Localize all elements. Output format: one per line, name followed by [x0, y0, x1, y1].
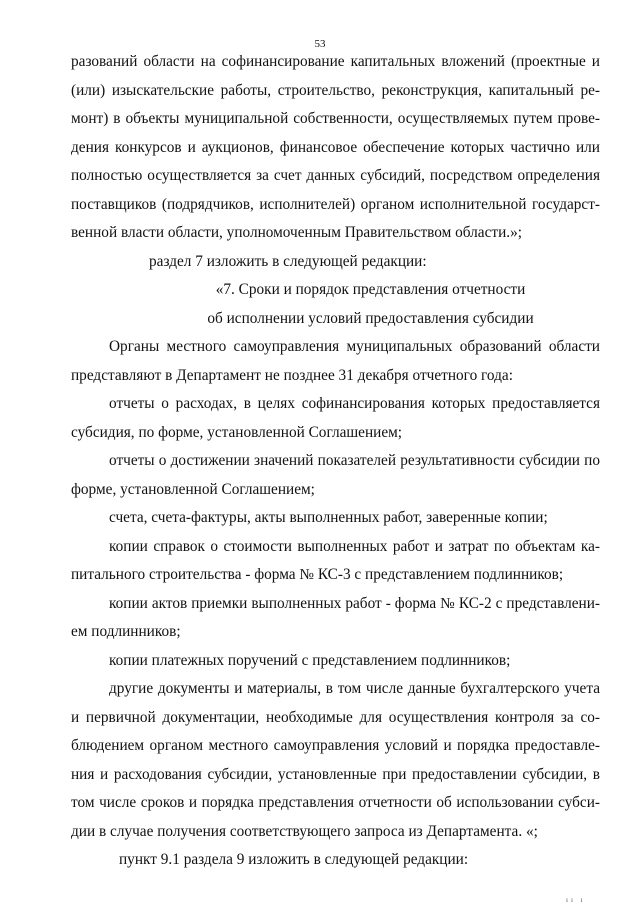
text-line: дения конкурсов и аукционов, финансовое обеспечение которых частично или: [71, 138, 600, 156]
text-line: отчеты о расходах, в целях софинансирования которых предоставляется: [109, 395, 600, 412]
text-line: представляют в Департамент не позднее 31 декабря отчетного года:: [71, 366, 513, 384]
instruction-line: пункт 9.1 раздела 9 изложить в следующей редакции:: [119, 851, 469, 868]
text-line: дии в случае получения соответствующего запроса из Департамента. «;: [71, 822, 538, 840]
text-line: полностью осуществляется за счет данных субсидий, посредством определения: [71, 167, 600, 184]
text-line: отчеты о достижении значений показателей результативности субсидии по: [109, 452, 600, 469]
text-line: (или) изыскательские работы, строительство, реконструкция, капитальный ре-: [71, 81, 600, 99]
instruction-line: раздел 7 изложить в следующей редакции:: [149, 252, 427, 270]
text-line: разований области на софинансирование капитальных вложений (проектные и: [71, 53, 600, 70]
text-line: ния и расходования субсидии, установленные при предоставлении субсидии, в: [71, 765, 600, 783]
text-line: копии справок о стоимости выполненных работ и затрат по объектам ка-: [109, 537, 600, 555]
page-number: 53: [314, 38, 326, 50]
text-line: копии платежных поручений с представлением подлинников;: [109, 651, 511, 669]
text-line: счета, счета-фактуры, акты выполненных работ, заверенные копии;: [109, 509, 548, 526]
text-line: копии актов приемки выполненных работ - форма № КС-2 с представлени-: [109, 594, 600, 612]
text-line: субсидия, по форме, установленной Соглашением;: [71, 423, 403, 441]
text-line: Органы местного самоуправления муниципальных образований области: [109, 338, 600, 355]
text-line: другие документы и материалы, в том числе данные бухгалтерского учета: [109, 680, 600, 697]
document-body: [71, 48, 600, 875]
text-line: питального строительства - форма № КС-3 с представлением подлинников;: [71, 566, 564, 583]
text-line: том числе сроков и порядка представления отчетности об использовании субси-: [71, 794, 600, 811]
text-line: блюдением органом местного самоуправления условий и порядка предоставле-: [71, 737, 600, 754]
section-heading: «7. Сроки и порядок представления отчетности: [215, 281, 526, 298]
footer-mark: ıı ı: [566, 896, 586, 904]
text-line: венной власти области, уполномоченным Правительством области.»;: [71, 224, 522, 241]
text-line: ем подлинников;: [71, 623, 181, 640]
text-line: форме, установленной Соглашением;: [71, 480, 315, 498]
text-line: поставщиков (подрядчиков, исполнителей) органом исполнительной государст-: [71, 195, 600, 213]
text-line: и первичной документации, необходимые для осуществления контроля за со-: [71, 708, 600, 726]
text-line: монт) в объекты муниципальной собственности, осуществляемых путем прове-: [71, 110, 600, 127]
section-heading: об исполнении условий предоставления субсидии: [207, 309, 534, 327]
